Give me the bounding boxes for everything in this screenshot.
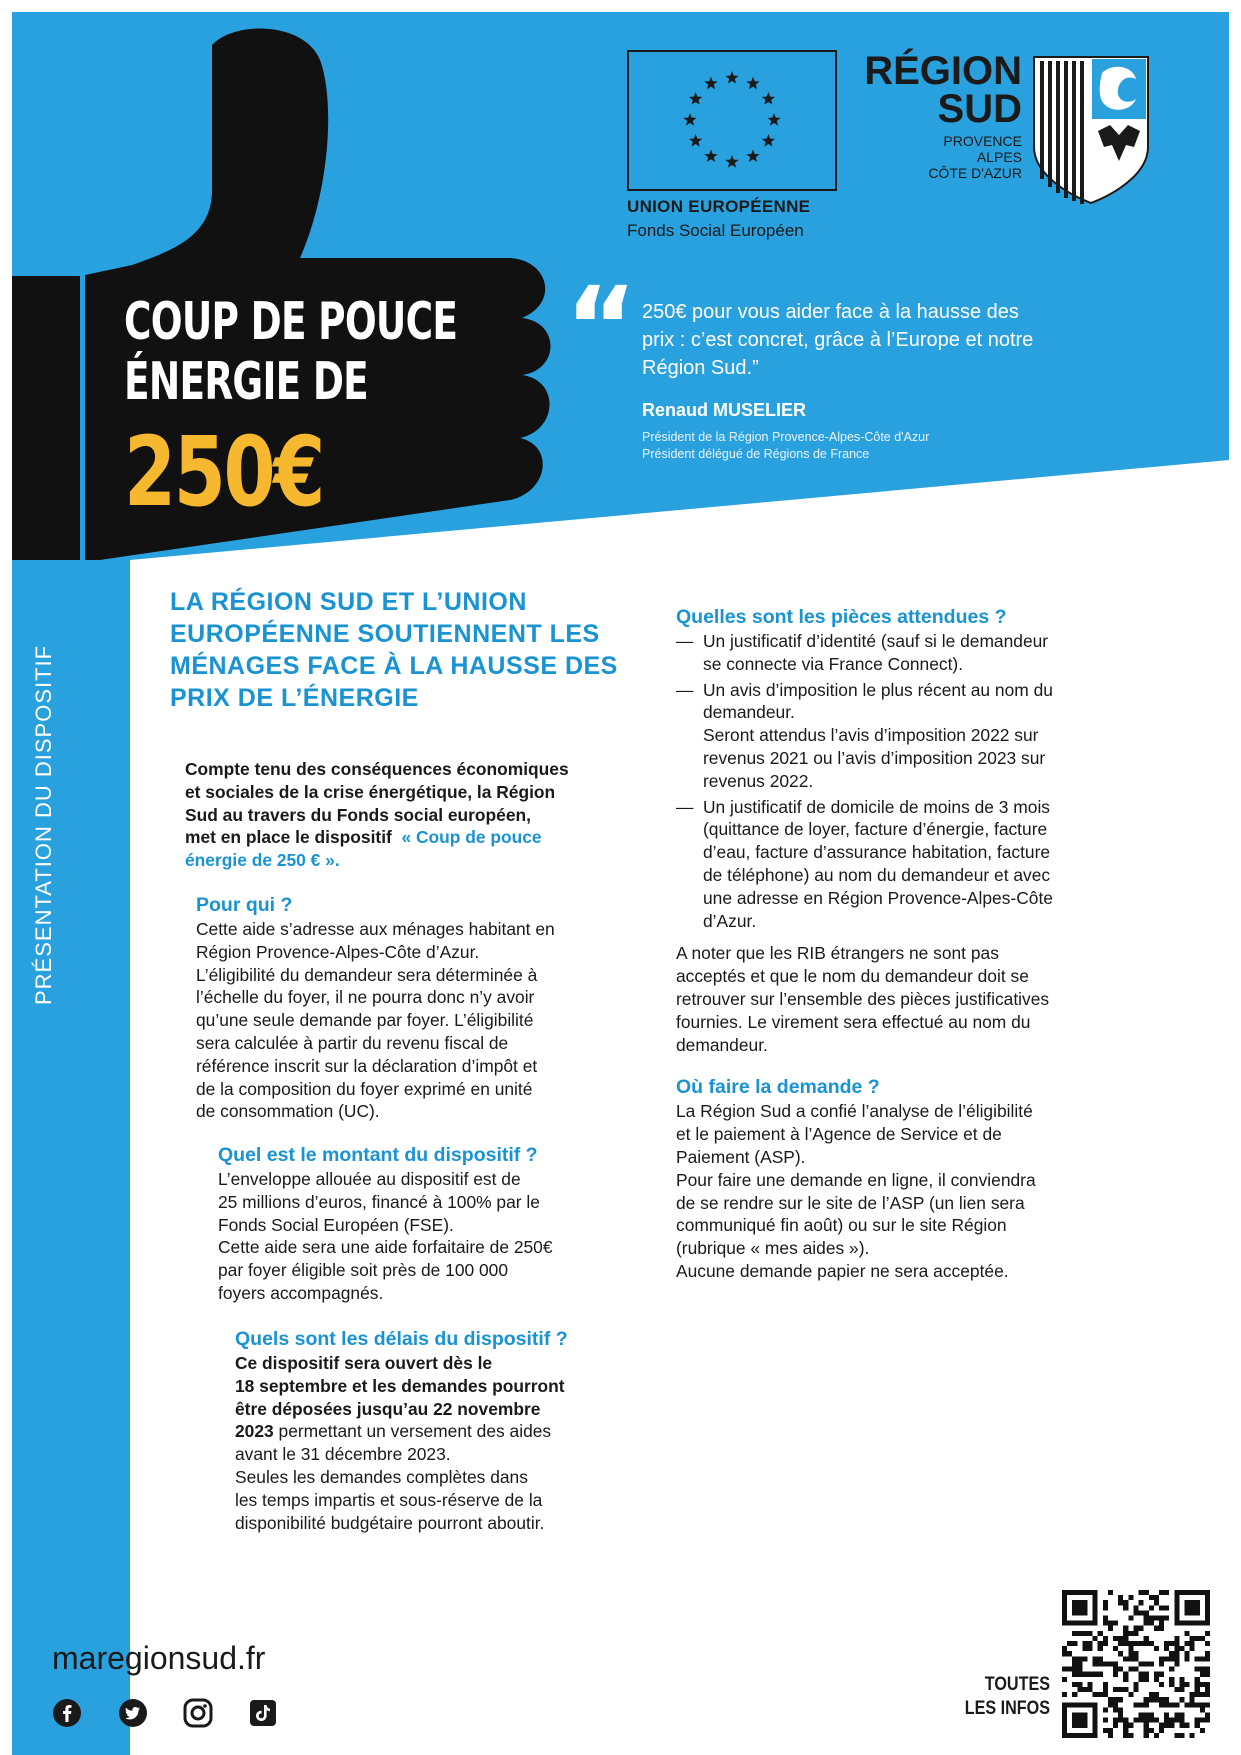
- text-line: les temps impartis et sous-réserve de la: [235, 1489, 543, 1510]
- tiktok-icon[interactable]: [248, 1698, 278, 1728]
- eu-star: [725, 155, 738, 168]
- eu-star: [762, 134, 775, 147]
- region-sud-logo-text: [862, 49, 1022, 131]
- text-line: et sociales de la crise énergétique, la Région: [185, 781, 556, 802]
- text-fragment: met en place le dispositif: [185, 827, 392, 848]
- text-line: avant le 31 décembre 2023.: [235, 1444, 451, 1465]
- text-line: Seules les demandes complètes dans: [235, 1466, 528, 1487]
- text-line: Ce dispositif sera ouvert dès le: [235, 1353, 493, 1373]
- campaign-title-line: COUP DE POUCE: [124, 292, 458, 352]
- text-line: Cette aide s’adresse aux ménages habitant en: [196, 919, 555, 939]
- list-dash: —: [676, 796, 694, 817]
- quote-line: prix : c’est concret, grâce à l’Europe et notre: [642, 329, 1034, 351]
- text-line: Un justificatif de domicile de moins de 3 mois: [703, 796, 1050, 817]
- text-line: foyers accompagnés.: [218, 1282, 384, 1303]
- section-heading: Pour qui ?: [196, 894, 293, 916]
- eu-star: [704, 77, 717, 90]
- list-item: [676, 796, 1053, 933]
- website-link[interactable]: maregionsud.fr: [52, 1640, 266, 1676]
- all-info-line: LES INFOS: [964, 1698, 1050, 1719]
- region-sub-line: ALPES: [976, 149, 1022, 165]
- eu-sub-label: Fonds Social Européen: [627, 221, 804, 240]
- eu-star: [689, 92, 702, 105]
- text-fragment: 2023: [235, 1421, 274, 1442]
- list-item-text: [703, 679, 1053, 793]
- quote-line: 250€ pour vous aider face à la hausse des: [642, 301, 1019, 323]
- qr-code-icon[interactable]: [1062, 1590, 1210, 1738]
- region-crest-icon: [1032, 55, 1150, 205]
- text-line: communiqué fin août) ou sur le site Région: [676, 1215, 1007, 1236]
- instagram-icon[interactable]: [183, 1698, 213, 1728]
- list-item-text: [703, 630, 1048, 676]
- text-line: Aucune demande papier ne sera acceptée.: [676, 1260, 1009, 1281]
- text-line: une adresse en Région Provence-Alpes-Côte: [703, 887, 1053, 908]
- text-line: sera calculée à partir du revenu fiscal de: [196, 1032, 509, 1053]
- list-item: [676, 630, 1053, 676]
- section-heading: Quel est le montant du dispositif ?: [218, 1144, 538, 1166]
- text-line: fournies. Le virement sera effectué au nom du: [676, 1011, 1031, 1032]
- vertical-section-label: PRÉSENTATION DU DISPOSITIF: [31, 644, 56, 1005]
- text-fragment: permettant un versement des aides: [273, 1421, 552, 1442]
- eu-star: [767, 113, 780, 126]
- text-line: Seront attendus l’avis d’imposition 2022 sur: [703, 725, 1039, 746]
- section-montant: [218, 1142, 553, 1305]
- list-item-text: [703, 796, 1053, 933]
- eu-star: [746, 77, 759, 90]
- section-heading: Quels sont les délais du dispositif ?: [235, 1328, 568, 1350]
- eu-star: [762, 92, 775, 105]
- text-line: revenus 2021 ou l’avis d’imposition 2023 sur: [703, 747, 1046, 768]
- text-line: L’enveloppe allouée au dispositif est de: [218, 1169, 521, 1189]
- list-dash: —: [676, 679, 694, 700]
- text-line: 18 septembre et les demandes pourront: [235, 1375, 565, 1396]
- text-line: Pour faire une demande en ligne, il conviendra: [676, 1169, 1036, 1190]
- facebook-icon[interactable]: [52, 1698, 82, 1728]
- text-line: Paiement (ASP).: [676, 1146, 806, 1167]
- text-line: A noter que les RIB étrangers ne sont pas: [676, 943, 999, 964]
- region-sub-line: CÔTE D'AZUR: [928, 165, 1022, 181]
- campaign-title: [124, 292, 457, 412]
- text-line: demandeur.: [703, 702, 795, 723]
- quote-line: Région Sud.”: [642, 357, 759, 379]
- quote-author: Renaud MUSELIER: [642, 400, 807, 420]
- text-line: acceptés et que le nom du demandeur doit se: [676, 966, 1029, 987]
- text-line: se connecte via France Connect).: [703, 653, 964, 674]
- eu-label: UNION EUROPÉENNE: [627, 197, 811, 216]
- all-info-line: TOUTES: [984, 1674, 1050, 1695]
- text-line: demandeur.: [676, 1034, 768, 1055]
- text-line: l’échelle du foyer, il ne pourra donc n’y avoir: [196, 987, 535, 1008]
- text-line: Cette aide sera une aide forfaitaire de 250€: [218, 1237, 553, 1258]
- twitter-icon[interactable]: [118, 1698, 148, 1728]
- section-heading: Où faire la demande ?: [676, 1076, 880, 1099]
- eu-star: [683, 113, 696, 126]
- text-line: 25 millions d’euros, financé à 100% par le: [218, 1191, 540, 1212]
- eu-star: [704, 149, 717, 162]
- right-column: [676, 604, 1053, 1283]
- text-line: retrouver sur l’ensemble des pièces justificatives: [676, 988, 1050, 1009]
- quote-author-role: Président délégué de Régions de France: [642, 447, 870, 461]
- text-line: référence inscrit sur la déclaration d’impôt et: [196, 1055, 538, 1076]
- text-line: d’eau, facture d’assurance habitation, facture: [703, 842, 1051, 863]
- text-line: être déposées jusqu’au 22 novembre: [235, 1398, 541, 1419]
- region-word-line: RÉGION: [864, 49, 1022, 93]
- thumb-cuff: [12, 276, 80, 560]
- intro-paragraph: [185, 758, 569, 872]
- list-dash: —: [676, 631, 694, 651]
- text-line: et le paiement à l’Agence de Service et de: [676, 1124, 1002, 1145]
- headline-line: PRIX DE L’ÉNERGIE: [170, 684, 419, 712]
- campaign-amount: 250€: [124, 416, 324, 528]
- section-heading: Quelles sont les pièces attendues ?: [676, 606, 1007, 628]
- text-line: Fonds Social Européen (FSE).: [218, 1214, 454, 1235]
- text-line: de se rendre sur le site de l’ASP (un lien sera: [676, 1192, 1025, 1213]
- text-line: d’Azur.: [703, 910, 757, 931]
- quote-author-role: Président de la Région Provence-Alpes-Côte d'Azur: [642, 430, 930, 444]
- quote-text: [642, 298, 1132, 382]
- eu-star: [725, 71, 738, 84]
- text-line: de consommation (UC).: [196, 1101, 380, 1122]
- program-name-link: « Coup de pouce: [401, 827, 542, 848]
- text-line: (quittance de loyer, facture d’énergie, facture: [703, 819, 1048, 840]
- all-info-label: [948, 1673, 1050, 1721]
- region-sub-label: [862, 133, 1022, 181]
- text-line: Sud au travers du Fonds social européen,: [185, 804, 531, 825]
- section-pour-qui: [196, 892, 555, 1123]
- text-line: par foyer éligible soit près de 100 000: [218, 1260, 509, 1281]
- text-line: Un avis d’imposition le plus récent au nom du: [703, 679, 1053, 700]
- campaign-title-line: ÉNERGIE DE: [124, 352, 369, 412]
- quote-mark: “: [565, 263, 638, 391]
- text-line: (rubrique « mes aides »).: [676, 1238, 870, 1259]
- program-name-link: énergie de 250 € ».: [185, 850, 340, 871]
- text-line: de la composition du foyer exprimé en unité: [196, 1078, 533, 1099]
- headline: [170, 586, 660, 714]
- headline-line: MÉNAGES FACE À LA HAUSSE DES: [170, 652, 618, 680]
- text-line: Compte tenu des conséquences économiques: [185, 759, 569, 779]
- text-line: La Région Sud a confié l’analyse de l’éligibilité: [676, 1101, 1033, 1122]
- text-line: de téléphone) au nom du demandeur et avec: [703, 864, 1051, 885]
- headline-line: LA RÉGION SUD ET L’UNION: [170, 588, 527, 616]
- text-line: revenus 2022.: [703, 770, 814, 791]
- text-line: Région Provence-Alpes-Côte d’Azur.: [196, 941, 480, 962]
- text-line: L’éligibilité du demandeur sera déterminée à: [196, 964, 538, 985]
- text-line: Un justificatif d’identité (sauf si le demandeur: [703, 631, 1049, 651]
- eu-star: [746, 149, 759, 162]
- text-line: qu’une seule demande par foyer. L’éligibilité: [196, 1010, 534, 1031]
- text-line: disponibilité budgétaire pourront aboutir.: [235, 1512, 545, 1533]
- section-delais: [235, 1326, 568, 1534]
- list-item: [676, 679, 1053, 793]
- region-sub-line: PROVENCE: [943, 133, 1022, 149]
- eu-star: [689, 134, 702, 147]
- region-word-line: SUD: [937, 87, 1022, 131]
- headline-line: EUROPÉENNE SOUTIENNENT LES: [170, 620, 600, 648]
- eu-flag-icon: [627, 50, 837, 191]
